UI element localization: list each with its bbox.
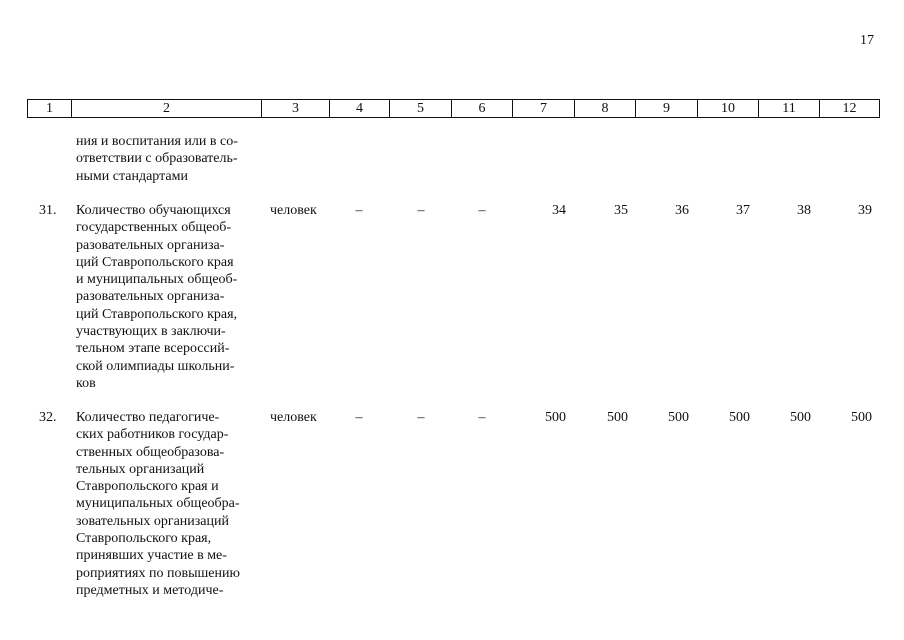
header-cell: 6 bbox=[452, 100, 513, 118]
header-cell: 7 bbox=[513, 100, 575, 118]
value-cell-col12: 39 bbox=[858, 203, 872, 218]
header-cell: 11 bbox=[759, 100, 820, 118]
unit-cell: человек bbox=[270, 410, 317, 425]
header-cell: 8 bbox=[575, 100, 636, 118]
text-line: Количество обучающихся bbox=[76, 203, 231, 218]
text-line: ными стандартами bbox=[76, 168, 188, 184]
text-line: разовательных организа- bbox=[76, 237, 225, 253]
text-line: ских работников государ- bbox=[76, 427, 229, 443]
header-row bbox=[28, 100, 880, 118]
text-line: роприятиях по повышению bbox=[76, 565, 240, 581]
value-cell-col11: 500 bbox=[790, 410, 811, 425]
header-cell: 12 bbox=[820, 100, 880, 118]
header-cell: 2 bbox=[72, 100, 262, 118]
text-line: ния и воспитания или в со- bbox=[76, 134, 238, 149]
value-cell-col7: 500 bbox=[545, 410, 566, 425]
text-line: ций Ставропольского края bbox=[76, 254, 234, 270]
text-line: муниципальных общеобра- bbox=[76, 496, 240, 512]
text-line: ций Ставропольского края, bbox=[76, 306, 238, 322]
page-number: 17 bbox=[860, 33, 874, 48]
header-cell: 3 bbox=[262, 100, 330, 118]
text-line: принявших участие в ме- bbox=[76, 548, 227, 564]
text-line: разовательных организа- bbox=[76, 289, 225, 305]
value-cell-col6: – bbox=[478, 410, 486, 425]
value-cell-col5: – bbox=[417, 410, 425, 425]
header-cell: 5 bbox=[390, 100, 452, 118]
indicator-name bbox=[76, 202, 254, 392]
header-cell: 10 bbox=[698, 100, 759, 118]
text-line: тельных организаций bbox=[76, 461, 205, 477]
text-line: Ставропольского края и bbox=[76, 479, 219, 495]
value-cell-col9: 500 bbox=[668, 410, 689, 425]
text-line: государственных общеоб- bbox=[76, 220, 232, 236]
continuation-text bbox=[76, 133, 254, 185]
value-cell-col9: 36 bbox=[675, 203, 689, 218]
text-line: ответствии с образователь- bbox=[76, 151, 238, 167]
value-cell-col10: 500 bbox=[729, 410, 750, 425]
unit-cell: человек bbox=[270, 203, 317, 218]
value-cell-col6: – bbox=[478, 203, 486, 218]
indicator-name bbox=[76, 409, 254, 599]
value-cell-col8: 500 bbox=[607, 410, 628, 425]
value-cell-col4: – bbox=[355, 410, 363, 425]
row-number: 31. bbox=[39, 203, 57, 218]
header-cell: 9 bbox=[636, 100, 698, 118]
text-line: тельном этапе всероссий- bbox=[76, 341, 230, 357]
text-line: предметных и методиче- bbox=[76, 582, 224, 598]
text-line: зовательных организаций bbox=[76, 513, 229, 529]
header-cell: 1 bbox=[28, 100, 72, 118]
value-cell-col8: 35 bbox=[614, 203, 628, 218]
header-cell: 4 bbox=[330, 100, 390, 118]
text-line: участвующих в заключи- bbox=[76, 324, 226, 340]
text-line: ственных общеобразова- bbox=[76, 444, 225, 460]
text-line: ской олимпиады школьни- bbox=[76, 358, 235, 374]
value-cell-col5: – bbox=[417, 203, 425, 218]
value-cell-col11: 38 bbox=[797, 203, 811, 218]
text-line: и муниципальных общеоб- bbox=[76, 272, 238, 288]
value-cell-col10: 37 bbox=[736, 203, 750, 218]
column-number-header bbox=[27, 99, 880, 118]
value-cell-col12: 500 bbox=[851, 410, 872, 425]
text-line: ков bbox=[76, 375, 96, 391]
row-number: 32. bbox=[39, 410, 57, 425]
value-cell-col7: 34 bbox=[552, 203, 566, 218]
value-cell-col4: – bbox=[355, 203, 363, 218]
text-line: Ставропольского края, bbox=[76, 531, 212, 547]
text-line: Количество педагогиче- bbox=[76, 410, 220, 425]
